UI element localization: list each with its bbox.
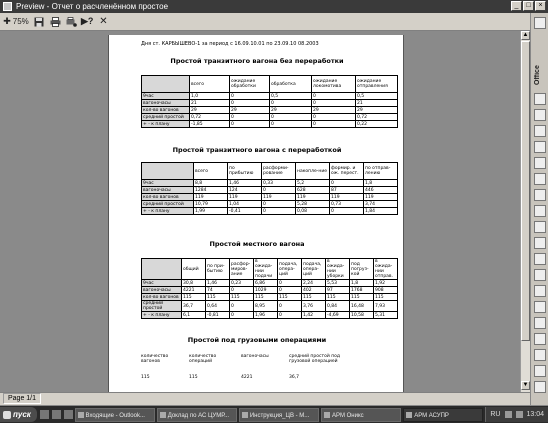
office-app-icon[interactable] [534,253,546,265]
table-cell: 10,58 [350,312,374,319]
taskbar-button[interactable]: АРМ Оникс [321,408,401,422]
table-cell: 36,7 [182,301,206,312]
row-label: средний простой [142,201,194,208]
column-header: всего [194,163,228,180]
table-row [142,280,398,287]
app-icon [3,2,12,11]
table-cell: 402 [302,287,326,294]
row-label: вагоночасы [142,100,190,107]
table-cell: 5,53 [326,280,350,287]
section2-title: Простой транзитного вагона с переработкой [172,146,342,154]
table-corner [142,76,190,93]
table-cell: 1,92 [374,280,398,287]
office-shortcut-bar [530,13,548,405]
start-label: пуск [13,410,31,419]
row-label: + - к плану [142,312,182,319]
office-app-icon[interactable] [534,285,546,297]
table-cell: 0 [278,301,302,312]
table-row [142,208,398,215]
table-cell: 0 [330,180,364,187]
table-cell: 119 [364,194,398,201]
table-cell: 6,86 [254,280,278,287]
column-header: подача, опера-ций [278,259,302,280]
row-label: средний простой [142,114,190,121]
table-cell: 119 [228,194,262,201]
table-cell: 115 [350,294,374,301]
table-cell: 0,23 [230,280,254,287]
quicklaunch-icon[interactable] [52,410,61,419]
table-cell: 115 [230,294,254,301]
office-app-icon[interactable] [534,237,546,249]
table-corner [142,163,194,180]
start-button[interactable] [0,407,37,422]
table-cell: 1,0 [190,93,230,100]
office-app-icon[interactable] [534,349,546,361]
system-tray [485,407,548,422]
table-cell: 1768 [350,287,374,294]
table-row [142,107,398,114]
column-header: ожидание отправления [356,76,398,93]
summary-label: средний простой под грузовой операцией [289,354,340,364]
column-header: в ожида-нии уборки [326,259,350,280]
zoom-icon: ✚ [3,16,11,26]
scroll-down-arrow-icon[interactable]: ▼ [522,382,529,388]
table-cell: 0 [278,287,302,294]
table-cell: 0 [230,301,254,312]
table-cell: 0 [278,280,302,287]
table-cell: -0,41 [228,208,262,215]
scroll-thumb[interactable] [521,41,530,341]
table-cell: 119 [262,194,296,201]
table-row [142,294,398,301]
table-row [142,301,398,312]
column-header: ожидание обработки [230,76,270,93]
table-cell: 0,5 [270,93,312,100]
table-row [142,121,398,128]
row-label: кол-во вагонов [142,107,190,114]
table-cell: 0 [270,100,312,107]
table-cell: 0 [312,121,356,128]
taskbar-button[interactable]: Доклад по АС ЦУМР... [157,408,237,422]
row-label: средний простой [142,301,182,312]
minimize-button[interactable]: _ [511,1,522,11]
column-header: расфор-миров-ание [230,259,254,280]
table-cell: 0,33 [262,180,296,187]
table-cell: 0,72 [190,114,230,121]
title-bar[interactable] [0,0,548,13]
table-cell: 3,74 [364,201,398,208]
toolbar [0,13,548,31]
table-row [142,100,398,107]
table-cell: 119 [330,194,364,201]
row-label: + - к плану [142,208,194,215]
table-cell: 1,8 [364,180,398,187]
column-header: по прибытию [228,163,262,180]
table-cell: 0 [230,287,254,294]
table-cell: 115 [278,294,302,301]
close-window-button[interactable]: × [535,1,546,11]
table-cell: 8,95 [254,301,278,312]
table-row [142,114,398,121]
table-cell: 21 [356,100,398,107]
column-header: под погруз-кой [350,259,374,280]
windows-logo-icon [3,411,11,419]
column-header: ожидание локомотива [312,76,356,93]
help-icon[interactable]: ▶? [81,16,94,26]
table-cell: 21 [190,100,230,107]
taskbar [0,405,548,423]
tray-icon[interactable] [516,411,523,418]
table-cell: 0 [230,114,270,121]
table-cell: 6,1 [182,312,206,319]
table-cell: 0 [230,121,270,128]
summary-value: 115 [189,375,198,380]
print-setup-icon[interactable] [65,15,77,28]
table-cell: 16,48 [350,301,374,312]
table-cell: 4221 [182,287,206,294]
table-cell: 2,24 [302,280,326,287]
table-cell: 0,64 [206,301,230,312]
table-cell: 0 [262,187,296,194]
quicklaunch-icon[interactable] [64,410,73,419]
table-cell: 29 [230,107,270,114]
office-app-icon[interactable] [534,269,546,281]
office-app-icon[interactable] [534,157,546,169]
column-header: общий [182,259,206,280]
office-app-icon[interactable] [534,125,546,137]
office-app-icon[interactable] [534,365,546,377]
office-app-icon[interactable] [534,205,546,217]
zoom-button[interactable] [3,15,29,28]
table-cell: 1,46 [206,280,230,287]
table-row [142,93,398,100]
office-app-icon[interactable] [534,221,546,233]
quicklaunch-icon[interactable] [40,410,49,419]
row-label: кол-во вагонов [142,194,194,201]
table-cell: 0 [278,312,302,319]
section1-title: Простой транзитного вагона без переработки [170,57,344,65]
row-label: кол-во вагонов [142,294,182,301]
office-app-icon[interactable] [534,381,546,393]
row-label: + - к плану [142,121,190,128]
tray-icon[interactable] [505,411,512,418]
row-label: 9час [142,280,182,287]
close-icon[interactable]: ✕ [99,16,108,27]
table-cell: 908 [374,287,398,294]
table-cell: 0 [230,93,270,100]
taskbar-button[interactable]: Входящие - Outlook... [75,408,155,422]
summary-value: 115 [141,375,150,380]
table-cell: 446 [364,187,398,194]
table-cell: 5,28 [296,201,330,208]
column-header: в ожида-нии подачи [254,259,278,280]
table-cell: 0,5 [356,93,398,100]
table-cell: 0 [230,312,254,319]
summary-label: вагоночасы [241,354,269,359]
preview-area [0,31,520,392]
office-app-icon[interactable] [534,141,546,153]
row-label: 9час [142,180,194,187]
summary-value: 4221 [241,375,253,380]
table-cell: 1,04 [228,201,262,208]
office-app-icon[interactable] [534,189,546,201]
save-icon[interactable] [33,15,45,28]
report-page [108,35,404,392]
office-logo-icon[interactable] [534,17,546,29]
table-cell: 5,2 [296,180,330,187]
column-header: в ожида-нии отправ. [374,259,398,280]
table-cell: 115 [254,294,278,301]
section2-table [141,162,398,215]
table-row [142,187,398,194]
table-cell: 1,42 [302,312,326,319]
table-cell: 0 [230,100,270,107]
office-app-icon[interactable] [534,333,546,345]
office-app-icon[interactable] [534,173,546,185]
table-cell: 0 [262,208,296,215]
table-cell: 0 [270,114,312,121]
report-header: Дня ст. КАРБЫШЕВО-1 за период с 16.09.10.01 по 23.09.10 08.2003 [141,41,319,47]
section1-table [141,75,398,128]
clock: 13:04 [526,411,545,418]
table-cell: 5,31 [374,312,398,319]
table-row [142,287,398,294]
table-cell: 119 [296,194,330,201]
table-cell: 115 [326,294,350,301]
section3-title: Простой местного вагона [209,240,305,248]
table-cell: 1029 [254,287,278,294]
summary-label: количество операций [189,354,217,364]
table-cell: 115 [206,294,230,301]
taskbar-button-active[interactable]: АРМ АСУПР [403,408,483,422]
status-bar [0,392,530,405]
column-header: накопле-ние [296,163,330,180]
table-cell: 0,08 [296,208,330,215]
language-indicator[interactable]: RU [490,411,501,418]
table-corner [142,259,182,280]
summary-label: количество вагонов [141,354,169,364]
table-cell: -1,85 [190,121,230,128]
table-cell: 628 [296,187,330,194]
column-header: расформи-рование [262,163,296,180]
office-app-icon[interactable] [534,109,546,121]
table-cell: 0 [330,208,364,215]
table-cell: 0,22 [356,121,398,128]
table-cell: 0 [312,114,356,121]
table-cell: 1,84 [364,208,398,215]
vertical-scrollbar[interactable] [520,31,530,392]
table-cell: 0 [270,121,312,128]
table-cell: 1,96 [254,312,278,319]
table-cell: 8,8 [194,180,228,187]
column-header: по отправ-лению [364,163,398,180]
table-cell: 0 [312,93,356,100]
row-label: вагоночасы [142,287,182,294]
table-row [142,201,398,208]
column-header: по при-бытию [206,259,230,280]
table-cell: -4,69 [326,312,350,319]
window-title: Preview - Отчет о расчленённом простое [16,2,169,11]
table-cell: 1,46 [228,180,262,187]
table-cell: 29 [356,107,398,114]
zoom-level: 75% [12,17,29,26]
table-cell: -0,81 [206,312,230,319]
table-cell: 97 [326,287,350,294]
table-cell: 0,84 [326,301,350,312]
office-label: Office [534,65,541,85]
table-cell: 115 [302,294,326,301]
table-cell: 119 [194,194,228,201]
table-cell: 74 [206,287,230,294]
table-cell: 0,73 [330,201,364,208]
section3-table [141,258,398,319]
table-row [142,180,398,187]
office-app-icon[interactable] [534,301,546,313]
table-row [142,194,398,201]
column-header: обработка [270,76,312,93]
office-app-icon[interactable] [534,93,546,105]
row-label: вагоночасы [142,187,194,194]
table-cell: 29 [312,107,356,114]
table-cell: 1284 [194,187,228,194]
scroll-up-arrow-icon[interactable]: ▲ [522,32,529,38]
column-header: формир. и ож. перест. [330,163,364,180]
table-cell: 1,8 [350,280,374,287]
taskbar-button[interactable]: Инструкция_ЦВ - М... [239,408,319,422]
page-indicator: Page 1/1 [3,393,41,404]
table-cell: 29 [270,107,312,114]
summary-value: 36,7 [289,375,300,380]
print-icon[interactable] [49,15,61,28]
column-header: всего [190,76,230,93]
column-header: подача, опера-ций [302,259,326,280]
table-cell: 3,76 [302,301,326,312]
table-row [142,312,398,319]
table-cell: 0,72 [356,114,398,121]
row-label: 9час [142,93,190,100]
table-cell: 115 [374,294,398,301]
maximize-button[interactable]: □ [523,1,534,11]
section4-title: Простой под грузовыми операциями [187,336,327,344]
table-cell: 124 [228,187,262,194]
table-cell: 1,99 [194,208,228,215]
table-cell: 30,8 [182,280,206,287]
table-cell: 87 [330,187,364,194]
table-cell: 29 [190,107,230,114]
table-cell: 0 [262,201,296,208]
table-cell: 7,93 [374,301,398,312]
table-cell: 0 [312,100,356,107]
table-cell: 10,79 [194,201,228,208]
office-app-icon[interactable] [534,317,546,329]
table-cell: 115 [182,294,206,301]
